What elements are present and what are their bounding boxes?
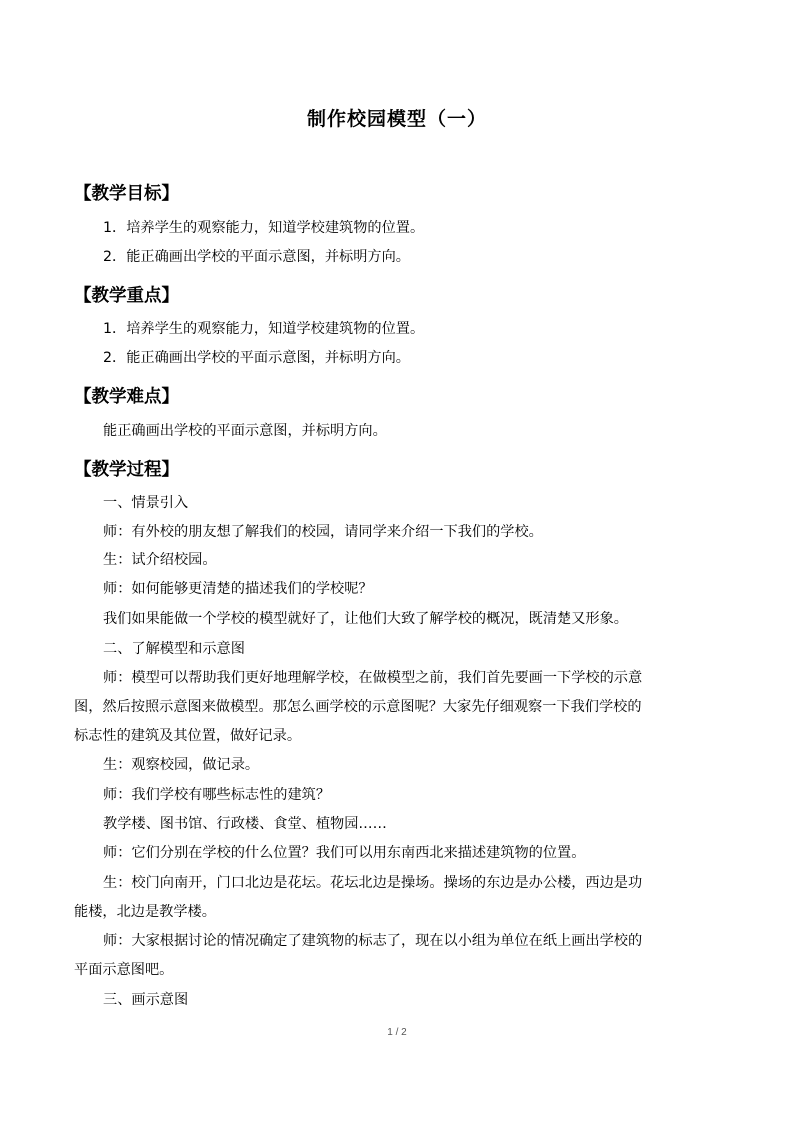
key-point-item: 1．培养学生的观察能力，知道学校建筑物的位置。 (103, 321, 425, 337)
key-point-item: 2．能正确画出学校的平面示意图，并标明方向。 (103, 350, 410, 366)
section-heading-key-points: 【教学重点】 (74, 286, 179, 306)
process-line: 师：它们分别在学校的什么位置？我们可以用东南西北来描述建筑物的位置。 (103, 845, 586, 861)
goal-item: 1．培养学生的观察能力，知道学校建筑物的位置。 (103, 220, 425, 236)
process-line: 标志性的建筑及其位置，做好记录。 (74, 728, 302, 744)
goal-item: 2．能正确画出学校的平面示意图，并标明方向。 (103, 249, 410, 265)
process-line: 能楼，北边是教学楼。 (74, 904, 216, 920)
section-heading-goals: 【教学目标】 (74, 184, 179, 204)
difficulty-text: 能正确画出学校的平面示意图，并标明方向。 (103, 423, 387, 439)
process-line: 生：校门向南开，门口北边是花坛。花坛北边是操场。操场的东边是办公楼，西边是功 (103, 875, 643, 891)
process-line: 一、情景引入 (103, 495, 189, 511)
section-heading-difficulties: 【教学难点】 (74, 387, 179, 407)
process-line: 三、画示意图 (103, 992, 189, 1008)
process-line: 二、了解模型和示意图 (103, 641, 245, 657)
process-line: 师：有外校的朋友想了解我们的校园，请同学来介绍一下我们的学校。 (103, 524, 543, 540)
process-line: 师：模型可以帮助我们更好地理解学校，在做模型之前，我们首先要画一下学校的示意 (103, 670, 643, 686)
process-line: 教学楼、图书馆、行政楼、食堂、植物园…… (103, 816, 387, 832)
process-line: 图，然后按照示意图来做模型。那怎么画学校的示意图呢？大家先仔细观察一下我们学校的 (74, 699, 642, 715)
document-title: 制作校园模型（一） (306, 108, 487, 130)
process-line: 生：试介绍校园。 (103, 552, 217, 568)
page-number: 1 / 2 (387, 1027, 407, 1038)
process-line: 师：如何能够更清楚的描述我们的学校呢？ (103, 581, 373, 597)
process-line: 生：观察校园，做记录。 (103, 757, 260, 773)
process-line: 师：我们学校有哪些标志性的建筑？ (103, 787, 331, 803)
process-line: 我们如果能做一个学校的模型就好了，让他们大致了解学校的概况，既清楚又形象。 (103, 611, 628, 627)
process-line: 师：大家根据讨论的情况确定了建筑物的标志了，现在以小组为单位在纸上画出学校的 (103, 933, 643, 949)
process-line: 平面示意图吧。 (74, 962, 174, 978)
section-heading-process: 【教学过程】 (74, 460, 179, 480)
